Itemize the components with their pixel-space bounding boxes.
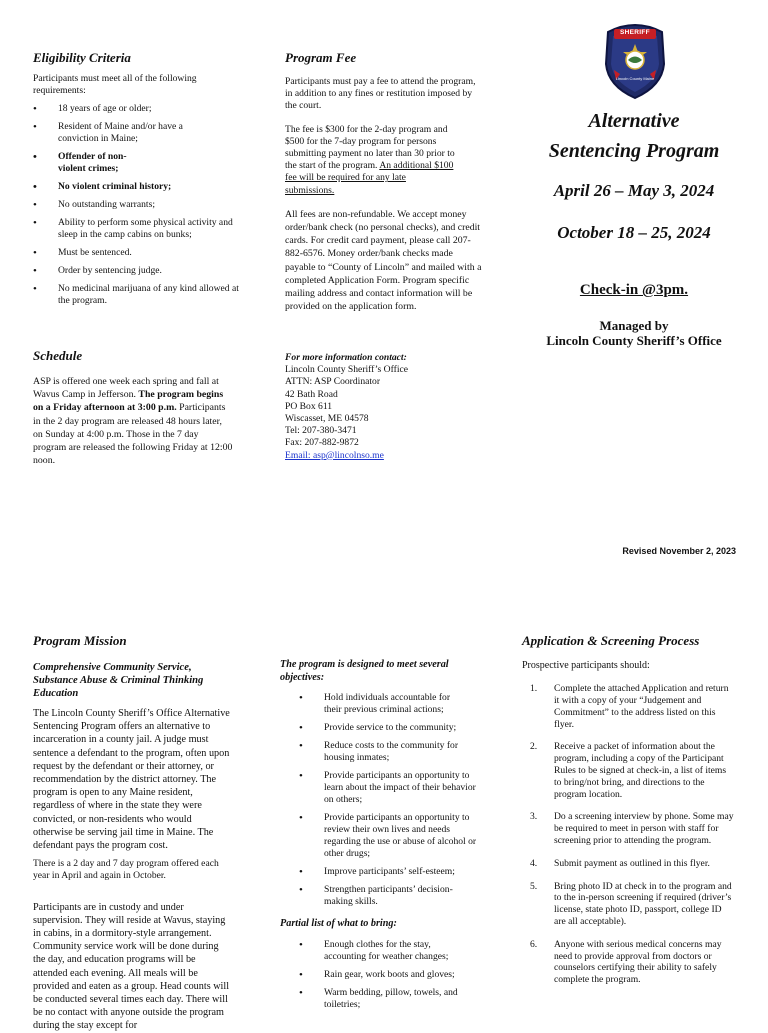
cover-title-line1: Alternative (588, 110, 680, 132)
cover-managed-by: Managed by (599, 318, 669, 333)
contact-line: PO Box 611 (285, 400, 333, 412)
process-heading: Application & Screening Process (522, 633, 700, 648)
cover-date-spring: April 26 – May 3, 2024 (553, 181, 715, 200)
bring-item: • Rain gear, work boots and gloves; (299, 969, 480, 981)
eligibility-list (33, 103, 243, 307)
contact-line: Tel: 207-380-3471 (285, 425, 357, 437)
process-step (522, 683, 734, 730)
process-step-number: 1. (530, 683, 538, 695)
process-step-text: Bring photo ID at check in to the program and to the in-person screening if required (driver’s license, state photo ID, passport, college ID are all acceptable). (554, 880, 732, 927)
schedule-text-bold: The program begins on a Friday afternoon at 3:00 p.m. (33, 389, 224, 414)
bring-list (299, 939, 480, 1011)
mission-p2: There is a 2 day and 7 day program offered each year in April and again in October. (33, 858, 219, 882)
objective-item: • Provide participants an opportunity to learn about the impact of their behavior on others; (299, 770, 480, 806)
bring-item: • Warm bedding, pillow, towels, and toiletries; (299, 987, 480, 1011)
process-step-number: 4. (530, 857, 538, 869)
mission-subheading: Comprehensive Community Service, Substance Abuse & Criminal Thinking Education (33, 662, 204, 699)
eligibility-item: • Resident of Maine and/or have a conviction in Maine; (33, 121, 243, 145)
contact-line: Lincoln County Sheriff’s Office (285, 364, 409, 376)
contact-email-link[interactable]: Email: asp@lincolnso.me (285, 449, 384, 461)
process-step (522, 741, 734, 800)
mission-p3: Participants are in custody and under supervision. They will reside at Wavus, staying in cabins, in a dormitory-style arrangement. Community service work will be done during the day, and education programs will be attended each evening. All meals will be provided and eaten as a group. Head counts will be conducted several times each day. There will be no contact with anyone outside the program during the stay except for (33, 901, 230, 1032)
schedule-text-a: ASP is offered one week each spring and fall at Wavus Camp in Jefferson. (33, 376, 219, 401)
contact-line: Fax: 207-882-9872 (285, 437, 359, 449)
eligibility-item: • 18 years of age or older; (33, 103, 243, 115)
objectives-section (280, 658, 480, 1017)
objective-item: • Provide service to the community; (299, 722, 480, 734)
process-step (522, 881, 734, 928)
process-step (522, 811, 734, 846)
eligibility-item: • Offender of non-violent crimes; (33, 151, 243, 175)
fee-p2 (285, 124, 455, 197)
cover-date-fall: October 18 – 25, 2024 (557, 223, 711, 242)
fee-heading: Program Fee (285, 50, 357, 65)
badge-title: SHERIFF (620, 29, 650, 36)
objective-item: • Improve participants’ self-esteem; (299, 866, 480, 878)
process-step-text: Submit payment as outlined in this flyer. (554, 857, 710, 869)
eligibility-item: • No medicinal marijuana of any kind allowed at the program. (33, 283, 243, 307)
mission-section (33, 633, 231, 1033)
process-step (522, 939, 734, 986)
objective-item: • Provide participants an opportunity to review their own lives and needs regarding the use or abuse of alcohol or other drugs; (299, 812, 480, 860)
sheriff-badge-logo (602, 20, 668, 100)
schedule-heading: Schedule (33, 348, 83, 363)
process-step-text: Anyone with serious medical concerns may need to provide approval from doctors or counselors certifying their ability to safely complete the program. (554, 938, 722, 986)
process-step-number: 5. (530, 880, 538, 892)
process-step-number: 6. (530, 938, 538, 950)
badge-subtitle: Lincoln County Maine (615, 76, 655, 81)
objective-item: • Reduce costs to the community for housing inmates; (299, 740, 480, 764)
cover-title-line2: Sentencing Program (548, 140, 720, 162)
fee-p3: All fees are non-refundable. We accept money order/bank check (no personal checks), and credit cards. For credit card payment, please call 207-882-6576. Money order/bank checks made payable to “County of Lincoln” and mailed with a completed Application Form. Program specific mailing address and contact information will be provided on the application form. (285, 208, 482, 313)
contact-heading: For more information contact: (285, 352, 407, 363)
schedule-section (33, 348, 233, 467)
contact-section (285, 352, 485, 462)
process-step-text: Complete the attached Application and return it with a copy of your “Judgement and Commitment” to the address listed on this flyer. (554, 683, 729, 730)
revised-date: Revised November 2, 2023 (622, 546, 736, 556)
schedule-text-b: Participants in the 2 day program are released 48 hours later, on Sunday at 4:00 p.m. Those in the 7 day program are released the following Friday at 12:00 noon. (33, 402, 233, 467)
bring-heading: Partial list of what to bring: (280, 918, 397, 929)
eligibility-item: • Order by sentencing judge. (33, 265, 243, 277)
process-step-number: 2. (530, 741, 538, 753)
bring-item: • Enough clothes for the stay, accounting for weather changes; (299, 939, 480, 963)
objective-item: • Hold individuals accountable for their previous criminal actions; (299, 692, 480, 716)
contact-line: 42 Bath Road (285, 388, 338, 400)
contact-line: ATTN: ASP Coordinator (285, 376, 381, 388)
process-intro: Prospective participants should: (522, 660, 650, 671)
schedule-text (33, 375, 233, 467)
eligibility-intro: Participants must meet all of the following requirements: (33, 73, 197, 97)
eligibility-item: • Ability to perform some physical activity and sleep in the camp cabins on bunks; (33, 217, 243, 241)
process-step-text: Receive a packet of information about the program, including a copy of the Participant Rules to be signed at check-in, a list of items to bring/not bring, and directions to the program location. (554, 741, 727, 800)
mission-heading: Program Mission (33, 633, 127, 648)
objective-item: • Strengthen participants’ decision-making skills. (299, 884, 480, 908)
eligibility-section (33, 50, 243, 313)
cover-checkin: Check-in @3pm. (579, 282, 689, 298)
fee-section (285, 50, 485, 313)
process-list (522, 683, 734, 986)
objectives-list (299, 692, 480, 908)
eligibility-item: • No violent criminal history; (33, 181, 243, 193)
contact-line: Wiscasset, ME 04578 (285, 413, 369, 425)
fee-p2-text: The fee is $300 for the 2-day program and $500 for the 7-day program for persons submitting payment no later than 30 prior to the start of the program. (285, 123, 455, 172)
cover-title (520, 106, 748, 166)
mission-p1: The Lincoln County Sheriff’s Office Alternative Sentencing Program offers an alternative to incarceration in a county jail. A judge must sentence a defendant to the program, often upon request by the defendant or their attorney, or recommendation by the district attorney. The program is open to any Maine resident, regardless of where in the state they were convicted, or non-residents who would otherwise be serving jail time in Maine. The defendant pays the program cost. (33, 708, 230, 852)
process-step-number: 3. (530, 811, 538, 823)
eligibility-item: • Must be sentenced. (33, 247, 243, 259)
cover-office: Lincoln County Sheriff’s Office (546, 333, 722, 348)
eligibility-heading: Eligibility Criteria (33, 50, 131, 65)
process-step (522, 858, 734, 870)
process-step-text: Do a screening interview by phone. Some may be required to meet in person with staff for screening prior to attending the program. (554, 811, 734, 846)
fee-p1: Participants must pay a fee to attend the program, in addition to any fines or restitution imposed by the court. (285, 76, 476, 112)
process-section (522, 633, 734, 997)
objectives-heading: The program is designed to meet several objectives: (280, 659, 449, 683)
fee-late-note: An additional $100 fee will be required for any late submissions. (285, 160, 454, 196)
eligibility-item: • No outstanding warrants; (33, 199, 243, 211)
